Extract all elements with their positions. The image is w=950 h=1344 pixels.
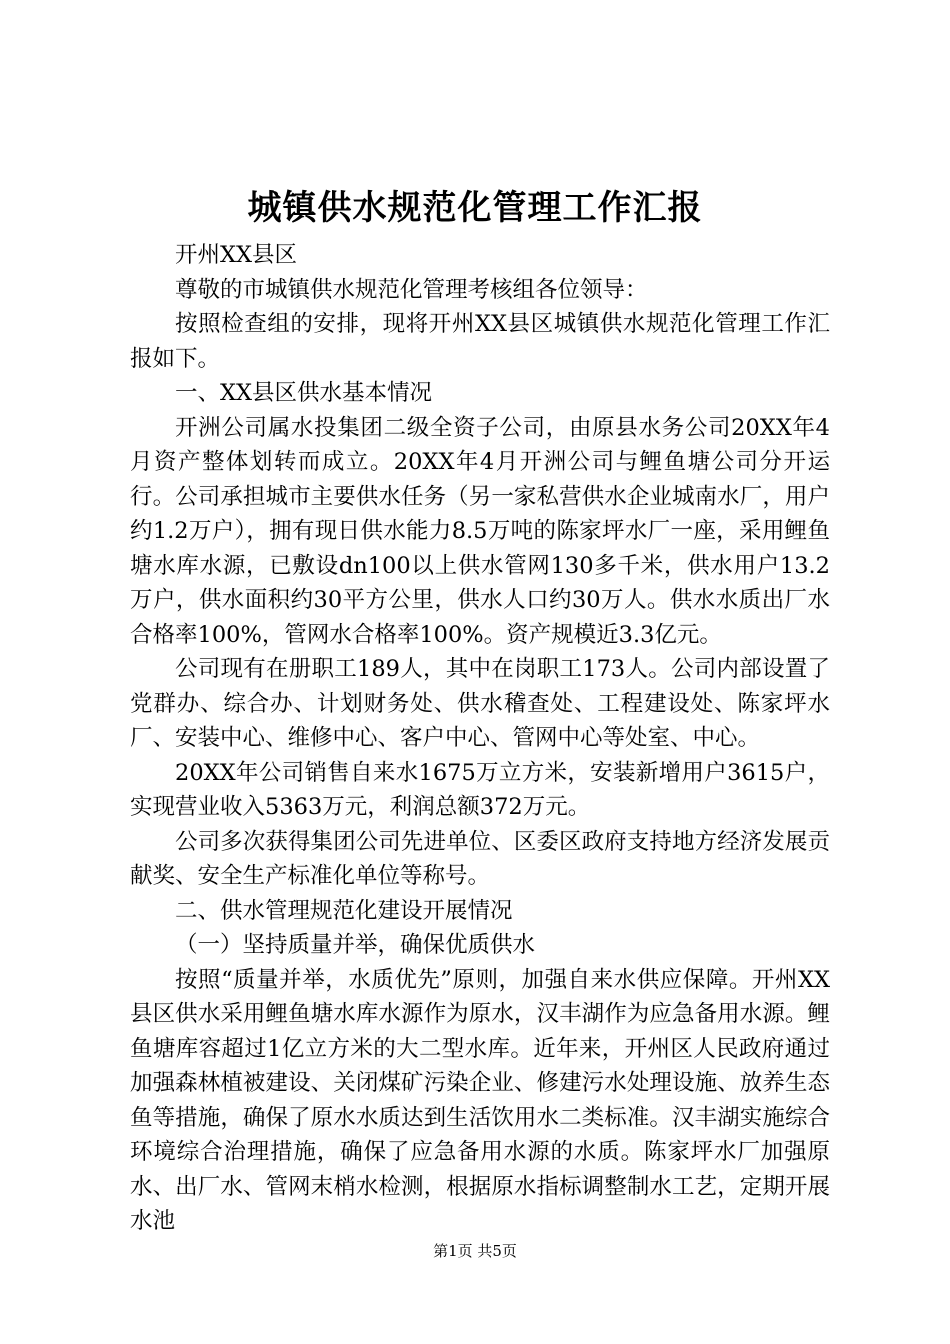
paragraph-awards: 公司多次获得集团公司先进单位、区委区政府支持地方经济发展贡献奖、安全生产标准化单位等称号。 [130,828,830,889]
paragraph-water-quality: 按照“质量并举，水质优先”原则，加强自来水供应保障。开州XX县区供水采用鲤鱼塘水库水源作为原水，汉丰湖作为应急备用水源。鲤鱼塘库容超过1亿立方米的大二型水库。近年来，开州区人民政府通过加强森林植被建设、关闭煤矿污染企业、修建污水处理设施、放养生态鱼等措施，确保了原水水质达到生活饮用水二类标准。汉丰湖实施综合环境综合治理措施，确保了应急备用水源的水质。陈家坪水厂加强原水、出厂水、管网末梢水检测，根据原水指标调整制水工艺，定期开展水池 [130,966,830,1234]
document-body [130,238,830,1239]
section-heading-1: 一、XX县区供水基本情况 [175,380,433,406]
paragraph-sales: 20XX年公司销售自来水1675万立方米，安装新增用户3615户，实现营业收入5363万元，利润总额372万元。 [130,759,830,820]
document-title: 城镇供水规范化管理工作汇报 [247,188,703,228]
paragraph-company-overview: 开洲公司属水投集团二级全资子公司，由原县水务公司20XX年4月资产整体划转而成立。20XX年4月开洲公司与鲤鱼塘公司分开运行。公司承担城市主要供水任务（另一家私营供水企业城南水厂，用户约1.2万户），拥有现日供水能力8.5万吨的陈家坪水厂一座，采用鲤鱼塘水库水源，已敷设dn100以上供水管网130多千米，供水用户13.2万户，供水面积约30平方公里，供水人口约30万人。供水水质出厂水合格率100%，管网水合格率100%。资产规模近3.3亿元。 [130,414,830,648]
paragraph-intro: 按照检查组的安排，现将开州XX县区城镇供水规范化管理工作汇报如下。 [130,311,830,372]
section-heading-2: 二、供水管理规范化建设开展情况 [175,897,513,924]
page-footer: 第1页 共5页 [433,1242,517,1260]
paragraph-salutation: 尊敬的市城镇供水规范化管理考核组各位领导： [175,276,648,303]
paragraph-location: 开州XX县区 [175,242,298,268]
subsection-heading-1: （一）坚持质量并举，确保优质供水 [175,932,536,958]
paragraph-staff: 公司现有在册职工189人，其中在岗职工173人。公司内部设置了党群办、综合办、计划财务处、供水稽查处、工程建设处、陈家坪水厂、安装中心、维修中心、客户中心、管网中心等处室、中心。 [130,656,830,751]
